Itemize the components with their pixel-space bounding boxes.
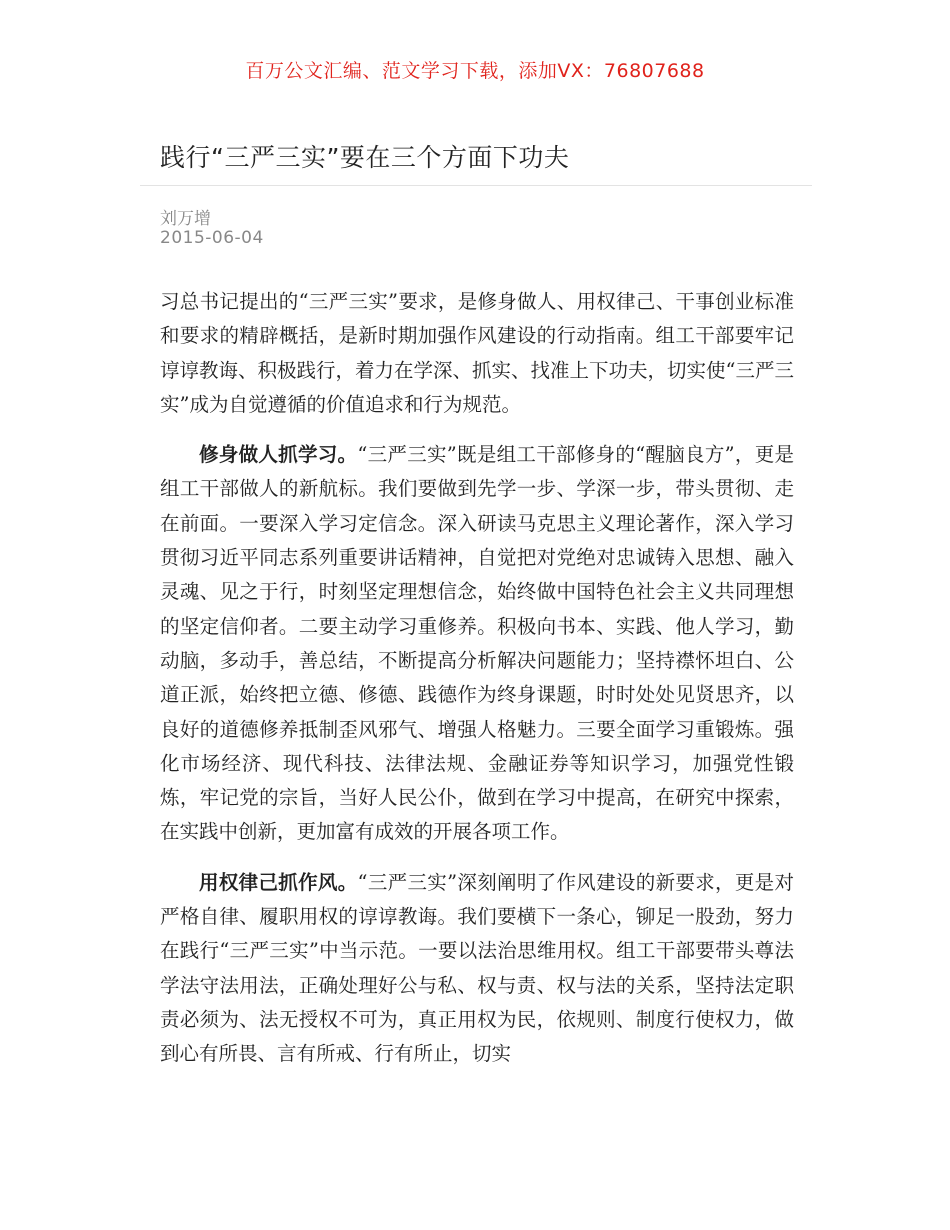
promo-banner: 百万公文汇编、范文学习下载，添加VX：76807688 [245,60,705,82]
paragraph-text: 习总书记提出的“三严三实”要求，是修身做人、用权律己、干事创业标准和要求的精辟概括，是新时期加强作风建设的行动指南。组工干部要牢记谆谆教诲、积极践行，着力在学深、抓实、找准上下功夫，切实使“三严三实”成为自觉遵循的价值追求和行为规范。 [160,290,794,416]
paragraph-study [160,438,794,850]
paragraph-text: “三严三实”既是组工干部修身的“醒脑良方”，更是组工干部做人的新航标。我们要做到先学一步、学深一步，带头贯彻、走在前面。一要深入学习定信念。深入研读马克思主义理论著作，深入学习贯彻习近平同志系列重要讲话精神，自觉把对党绝对忠诚铸入思想、融入灵魂、见之于行，时刻坚定理想信念，始终做中国特色社会主义共同理想的坚定信仰者。二要主动学习重修养。积极向书本、实践、他人学习，勤动脑，多动手，善总结，不断提高分析解决问题能力；坚持襟怀坦白、公道正派，始终把立德、修德、践德作为终身课题，时时处处见贤思齐，以良好的道德修养抵制歪风邪气、增强人格魅力。三要全面学习重锻炼。强化市场经济、现代科技、法律法规、金融证券等知识学习，加强党性锻炼，牢记党的宗旨，当好人民公仆，做到在学习中提高，在研究中探索，在实践中创新，更加富有成效的开展各项工作。 [160,443,794,844]
paragraph-lead: 修身做人抓学习。 [199,443,358,467]
article-title: 践行“三严三实”要在三个方面下功夫 [160,143,570,172]
title-divider [140,185,812,186]
paragraph-lead: 用权律己抓作风。 [199,870,358,894]
article-author: 刘万增 [160,209,211,229]
paragraph-text: “三严三实”深刻阐明了作风建设的新要求，更是对严格自律、履职用权的谆谆教诲。我们要横下一条心，铆足一股劲，努力在践行“三严三实”中当示范。一要以法治思维用权。组工干部要带头尊法学法守法用法，正确处理好公与私、权与责、权与法的关系，坚持法定职责必须为、法无授权不可为，真正用权为民，依规则、制度行使权力，做到心有所畏、言有所戒、行有所止，切实 [160,870,794,1066]
paragraph-intro [160,285,794,422]
article-body [160,285,794,1088]
paragraph-conduct [160,866,794,1072]
article-date: 2015-06-04 [160,228,264,248]
